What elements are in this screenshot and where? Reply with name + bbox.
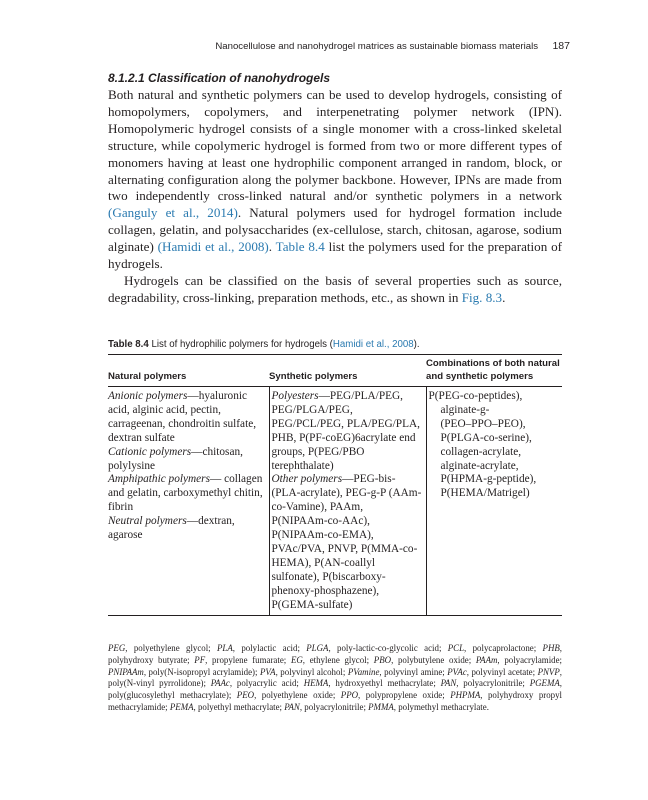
natural-polymer-entry <box>108 515 265 543</box>
footnote-abbreviation: PLA <box>217 643 233 653</box>
body-text <box>108 87 562 307</box>
footnote-abbreviation: PVamine <box>347 666 380 677</box>
category-label: Anionic polymers <box>108 390 188 402</box>
footnote-entry <box>237 690 341 700</box>
page-number: 187 <box>552 40 570 52</box>
footnote-entry <box>291 655 374 665</box>
table-caption-end: ). <box>413 339 420 350</box>
footnote-definition: , polyvinyl acetate; <box>466 666 538 677</box>
combination-entry: P(HPMA-g-peptide), <box>440 473 537 486</box>
citation-link[interactable]: (Hamidi et al., 2008) <box>157 239 269 255</box>
footnote-abbreviation: PEG <box>108 643 126 653</box>
entry-text: —chitosan, polylysine <box>108 445 243 472</box>
footnote-entry <box>441 678 530 688</box>
citation-link[interactable]: (Ganguly et al., 2014) <box>108 205 238 221</box>
footnote-abbreviation: PAN <box>440 678 457 689</box>
footnote-definition: , polyethylene oxide; <box>254 690 341 701</box>
footnote-definition: , polyacrylonitrile; <box>456 678 530 689</box>
table-caption-text: List of hydrophilic polymers for hydrogels ( <box>148 339 333 350</box>
combination-entry: (PEO–PPO–PEO), <box>440 417 526 430</box>
entry-text: —dextran, agarose <box>108 515 235 542</box>
footnote-entry <box>260 667 348 677</box>
paragraph-text: . Natural polymers used for hydrogel formation include collagen, gelatin, and polysaccharides (ex-cellulose, starch, chitosan, agarose, sodium alginate) <box>108 205 562 255</box>
footnote-definition: , polyhydroxy butyrate; <box>108 643 563 665</box>
footnote-entry <box>368 702 489 712</box>
footnote-abbreviation: PGEMA <box>529 678 560 689</box>
footnote-definition: , polyacrylamide; <box>497 654 562 665</box>
footnote-definition: , polyacrylonitrile; <box>299 701 369 712</box>
footnote-definition: , polylactic acid; <box>232 643 307 653</box>
footnote-entry <box>194 655 291 665</box>
footnote-definition: , polybutylene oxide; <box>391 654 476 665</box>
combination-entry: alginate-acrylate, <box>440 459 519 472</box>
footnote-definition: , polyacrylic acid; <box>229 678 304 689</box>
footnote-entry <box>170 702 284 712</box>
table-caption <box>108 339 562 350</box>
footnote-abbreviation: PPO <box>340 690 359 701</box>
footnote-entry <box>476 655 562 665</box>
footnote-abbreviation: PLGA <box>306 643 329 653</box>
footnote-definition: , polyethyl methacrylate; <box>193 701 285 712</box>
combination-entry: alginate-g- <box>440 403 490 416</box>
natural-polymer-entry <box>108 390 265 446</box>
footnote-definition: , polyvinyl alcohol; <box>275 666 348 677</box>
paragraph-1 <box>108 87 562 273</box>
footnote-abbreviation: PMMA <box>368 701 394 712</box>
footnote-definition: , ethylene glycol; <box>302 654 374 665</box>
category-label: Cationic polymers <box>108 445 192 458</box>
footnote-entry <box>447 667 537 677</box>
footnote-abbreviation: PNVP <box>537 666 560 677</box>
footnote-abbreviation: PAAc <box>210 678 230 689</box>
footnote-entry <box>284 702 368 712</box>
footnote-definition: , polyethylene glycol; <box>125 643 217 653</box>
entry-text: —PEG/PLA/PEG, PEG/PLGA/PEG, PEG/PCL/PEG, PLA/PEG/PLA, PHB, P(PF-coEG)6acrylate end groups, P(PEG/PBO terephthalate) <box>271 390 420 472</box>
column-header-natural: Natural polymers <box>108 355 269 387</box>
footnote-abbreviation: PHB <box>542 643 560 653</box>
category-label: Amphipathic polymers <box>108 473 210 486</box>
footnote-entry <box>348 667 447 677</box>
natural-polymer-entry <box>108 473 265 515</box>
cell-natural-polymers <box>108 387 269 616</box>
footnote-abbreviation: PNIPAAm <box>108 666 144 677</box>
combination-entry: P(HEMA/Matrigel) <box>440 487 530 500</box>
footnote-abbreviation: PF <box>194 654 206 665</box>
footnote-definition: , poly(N-isopropyl acrylamide); <box>143 666 260 677</box>
synthetic-polymer-entry <box>272 390 422 473</box>
footnote-abbreviation: PHPMA <box>450 690 481 701</box>
footnote-entry <box>108 667 260 677</box>
synthetic-polymer-entry <box>272 473 422 612</box>
table-row <box>108 387 562 616</box>
footnote-abbreviation: PAN <box>284 701 300 712</box>
figure-reference-link[interactable]: Fig. 8.3 <box>461 289 503 305</box>
cell-combination-polymers <box>426 387 562 616</box>
natural-polymer-entry <box>108 446 265 474</box>
running-title: Nanocellulose and nanohydrogel matrices as sustainable biomass materials <box>215 41 538 52</box>
footnote-abbreviation: HEMA <box>303 678 329 689</box>
footnote-definition: , polypropylene oxide; <box>358 690 451 701</box>
entry-text: — collagen and gelatin, carboxymethyl chitin, fibrin <box>108 473 263 514</box>
paragraph-text: Both natural and synthetic polymers can be used to develop hydrogels, consisting of homopolymers, copolymers, and interpenetrating polymer network (IPN). Homopolymeric hydrogel consists of a single monomer with a cross-linked skeletal structure, while copolymeric hydrogel is formed from two or more different types of monomers having at least one hydrophilic component arranged in random, block, or alternating configuration along the polymer backbone. However, IPNs are made from two independently cross-linked natural and/or synthetic polymers in a network <box>108 87 562 204</box>
footnote-abbreviation: EG <box>290 654 303 665</box>
cell-synthetic-polymers <box>269 387 426 616</box>
footnote-abbreviation: PVA <box>259 666 276 677</box>
section-heading: 8.1.2.1 Classification of nanohydrogels <box>108 71 331 85</box>
column-header-synthetic: Synthetic polymers <box>269 355 426 387</box>
category-label: Polyesters <box>271 390 319 402</box>
paragraph-2 <box>108 273 562 307</box>
footnote-abbreviation: PVAc <box>447 666 467 677</box>
footnote-abbreviation: PEMA <box>169 701 194 712</box>
entry-text: —hyaluronic acid, alginic acid, pectin, carrageenan, chondroitin sulfate, dextran sulfate <box>108 390 257 444</box>
footnote-entry <box>448 643 543 653</box>
footnote-entry <box>304 678 441 688</box>
table-footnote <box>108 643 562 714</box>
table-reference-link[interactable]: Table 8.4 <box>275 239 325 255</box>
footnote-definition: , polyvinyl amine; <box>379 666 448 677</box>
footnote-definition: , polyhydroxy propyl methacrylamide; <box>108 690 562 712</box>
footnote-abbreviation: PAAm <box>475 654 498 665</box>
combination-entry: collagen-acrylate, <box>440 445 522 458</box>
column-header-combinations: Combinations of both natural and synthetic polymers <box>426 355 562 387</box>
footnote-definition: , poly(N-vinyl pyrrolidone); <box>108 666 562 689</box>
footnote-definition: , poly-lactic-co-glycolic acid; <box>328 643 448 653</box>
entry-text: —PEG-bis-(PLA-acrylate), PEG-g-P (AAm-co-Vamine), PAAm, P(NIPAAm-co-AAc), P(NIPAAm-co-EMA), PVAc/PVA, PNVP, P(MMA-co-HEMA), P(AN-coallyl sulfonate), P(biscarboxy-phenoxy-phosphazene), P(GEMA-sulfate) <box>271 473 422 611</box>
category-label: Neutral polymers <box>108 515 187 528</box>
footnote-abbreviation: PBO <box>373 654 392 665</box>
footnote-entry <box>217 643 306 653</box>
combination-entry: P(PLGA-co-serine), <box>440 431 532 444</box>
footnote-entry <box>211 678 304 688</box>
paragraph-text: list the polymers used for the preparation of hydrogels. <box>108 239 562 272</box>
category-label: Other polymers <box>271 473 343 486</box>
footnote-definition: , poly(glucosylethyl methacrylate); <box>108 678 563 701</box>
footnote-abbreviation: PEO <box>236 690 255 701</box>
paragraph-text: . <box>268 239 276 255</box>
footnote-definition: , polycaprolactone; <box>464 643 543 653</box>
table-header-row <box>108 355 562 387</box>
citation-link[interactable]: Hamidi et al., 2008 <box>332 339 414 350</box>
footnote-definition: , polymethyl methacrylate. <box>393 701 489 712</box>
footnote-definition: , propylene fumarate; <box>205 654 291 665</box>
paragraph-text: . <box>502 289 506 305</box>
table-caption-label: Table 8.4 <box>108 339 149 350</box>
footnote-entry <box>341 690 450 700</box>
footnote-abbreviation: PCL <box>447 643 465 653</box>
footnote-entry <box>374 655 476 665</box>
polymer-table <box>108 354 562 616</box>
footnote-entry <box>108 643 217 653</box>
footnote-entry <box>306 643 448 653</box>
footnote-definition: , hydroxyethyl methacrylate; <box>328 678 441 689</box>
paragraph-text: Hydrogels can be classified on the basis of several properties such as source, degradability, cross-linking, preparation methods, etc., as shown in <box>108 272 562 305</box>
combination-entry: P(PEG-co-peptides), <box>428 390 523 402</box>
